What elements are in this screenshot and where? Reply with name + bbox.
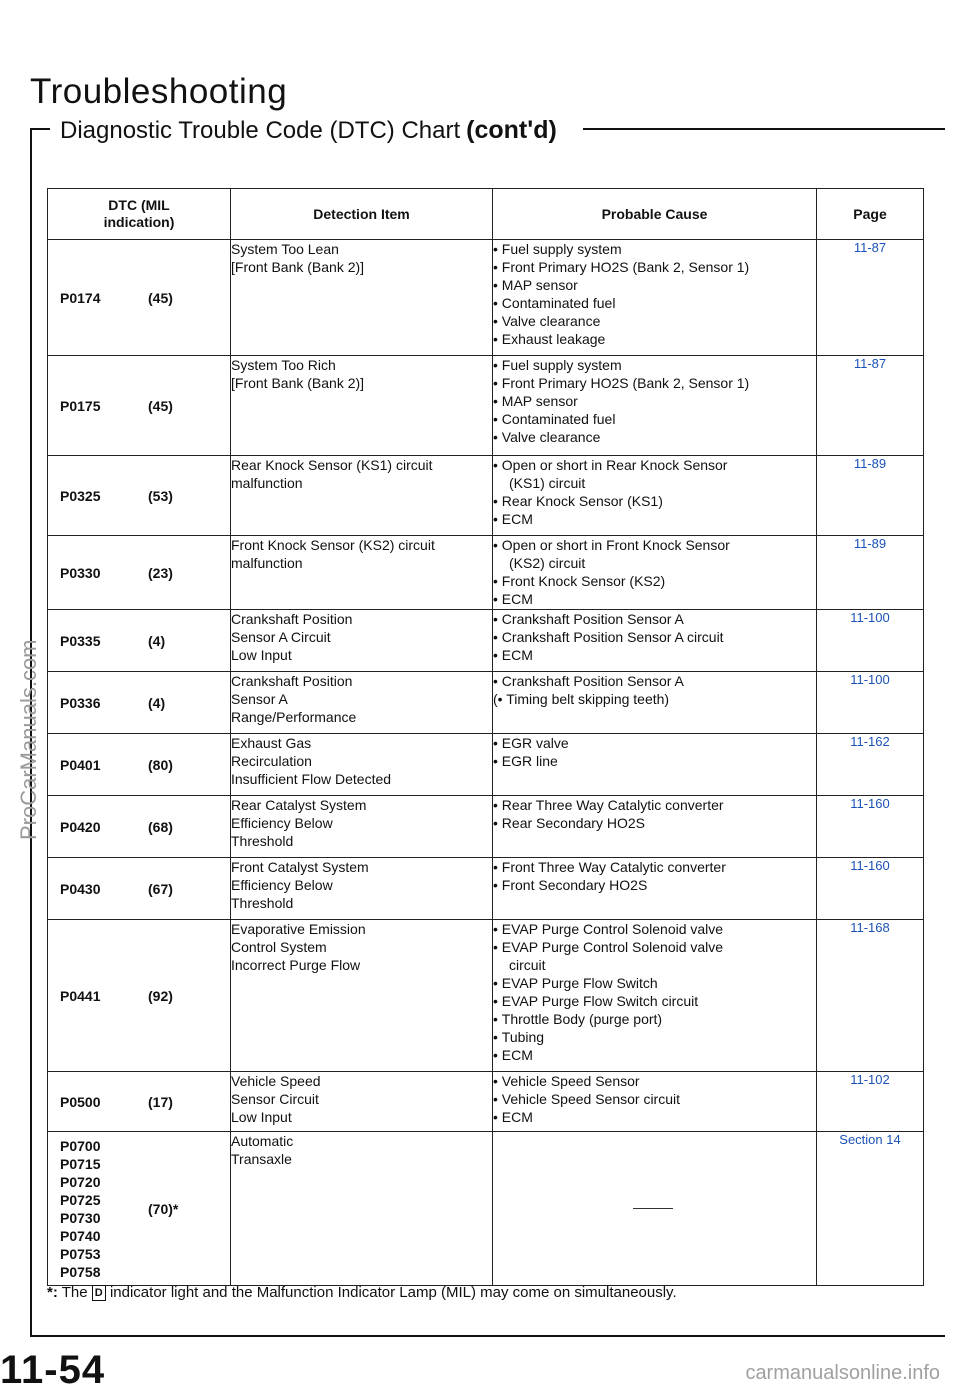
probable-cause-item: • Rear Knock Sensor (KS1) xyxy=(493,492,816,510)
table-row xyxy=(48,734,924,796)
watermark-bottom: carmanualsonline.info xyxy=(745,1362,940,1384)
chart-subtitle xyxy=(60,116,557,145)
detection-item-cell xyxy=(231,356,493,456)
table-row xyxy=(48,536,924,610)
table-header-row xyxy=(48,189,924,240)
detection-line: Low Input xyxy=(231,647,292,663)
detection-line: Efficiency Below xyxy=(231,815,333,831)
probable-cause-cell xyxy=(493,456,817,536)
detection-line: Evaporative Emission xyxy=(231,921,366,937)
detection-item-cell xyxy=(231,672,493,734)
detection-item-cell xyxy=(231,1132,493,1286)
detection-item-cell xyxy=(231,610,493,672)
probable-cause-item: • ECM xyxy=(493,1046,816,1064)
probable-cause-item: • EGR valve xyxy=(493,734,816,752)
dtc-cell xyxy=(48,536,231,610)
probable-cause-item: • Open or short in Front Knock Sensor xyxy=(493,536,816,554)
probable-cause-item: (KS1) circuit xyxy=(509,475,586,491)
probable-cause-item: (• Timing belt skipping teeth) xyxy=(493,691,670,707)
dtc-cell xyxy=(48,796,231,858)
footnote xyxy=(47,1284,677,1301)
probable-cause-cell xyxy=(493,796,817,858)
dtc-code: P0330 xyxy=(60,564,101,581)
col-header-detection: Detection Item xyxy=(231,189,493,240)
dtc-code: P0700 xyxy=(60,1137,101,1154)
probable-cause-item: • Valve clearance xyxy=(493,428,816,446)
dtc-header-label: DTC (MIL indication) xyxy=(103,197,175,230)
subtitle-text: Diagnostic Trouble Code (DTC) Chart xyxy=(60,117,461,144)
probable-cause-cell xyxy=(493,610,817,672)
page-reference-link[interactable]: 11-89 xyxy=(817,536,924,610)
dtc-code: P0441 xyxy=(60,987,101,1004)
dtc-cell xyxy=(48,356,231,456)
dtc-code: P0725 xyxy=(60,1191,101,1208)
probable-cause-item: • Front Primary HO2S (Bank 2, Sensor 1) xyxy=(493,258,816,276)
detection-line: Automatic xyxy=(231,1133,294,1149)
dtc-code: P0730 xyxy=(60,1209,101,1226)
probable-cause-cell xyxy=(493,1072,817,1132)
detection-line: Vehicle Speed xyxy=(231,1073,321,1089)
detection-line: Efficiency Below xyxy=(231,877,333,893)
detection-line: malfunction xyxy=(231,475,303,491)
detection-item-cell xyxy=(231,536,493,610)
col-header-cause: Probable Cause xyxy=(493,189,817,240)
probable-cause-cell xyxy=(493,672,817,734)
probable-cause-item: • ECM xyxy=(493,510,816,528)
page-reference-link[interactable]: 11-168 xyxy=(817,920,924,1072)
probable-cause-item: • Crankshaft Position Sensor A xyxy=(493,610,816,628)
table-row xyxy=(48,796,924,858)
detection-line: Threshold xyxy=(231,895,294,911)
probable-cause-item: circuit xyxy=(509,957,546,973)
table-row xyxy=(48,1132,924,1286)
dtc-code: P0420 xyxy=(60,818,101,835)
mil-indication: (45) xyxy=(148,289,173,306)
table-row xyxy=(48,1072,924,1132)
probable-cause-item: • ECM xyxy=(493,1108,816,1126)
probable-cause-item: • EVAP Purge Flow Switch circuit xyxy=(493,992,816,1010)
page-reference-link[interactable]: 11-87 xyxy=(817,356,924,456)
dtc-cell xyxy=(48,240,231,356)
frame-bottom-rule xyxy=(30,1335,945,1337)
dtc-cell xyxy=(48,1132,231,1286)
detection-item-cell xyxy=(231,456,493,536)
page-number: 11-54 xyxy=(0,1348,106,1392)
mil-indication: (23) xyxy=(148,564,173,581)
probable-cause-item: • Vehicle Speed Sensor circuit xyxy=(493,1090,816,1108)
mil-indication: (92) xyxy=(148,987,173,1004)
probable-cause-cell xyxy=(493,356,817,456)
probable-cause-item: • Fuel supply system xyxy=(493,240,816,258)
probable-cause-cell xyxy=(493,858,817,920)
table-row xyxy=(48,672,924,734)
table-row xyxy=(48,610,924,672)
probable-cause-cell xyxy=(493,240,817,356)
probable-cause-item: • Crankshaft Position Sensor A xyxy=(493,672,816,690)
probable-cause-item: • ECM xyxy=(493,590,816,608)
dtc-code: P0720 xyxy=(60,1173,101,1190)
detection-line: Crankshaft Position xyxy=(231,611,353,627)
detection-item-cell xyxy=(231,920,493,1072)
detection-line: Insufficient Flow Detected xyxy=(231,771,392,787)
col-header-dtc xyxy=(48,189,231,240)
table-row xyxy=(48,920,924,1072)
mil-indication: (70)* xyxy=(148,1200,179,1217)
dtc-code: P0430 xyxy=(60,880,101,897)
page-reference-link[interactable]: 11-160 xyxy=(817,858,924,920)
probable-cause-cell xyxy=(493,1132,817,1286)
detection-line: Sensor A xyxy=(231,691,288,707)
dtc-cell xyxy=(48,610,231,672)
detection-line: Exhaust Gas xyxy=(231,735,312,751)
subtitle-rule-left xyxy=(30,128,50,130)
detection-line: Sensor A Circuit xyxy=(231,629,331,645)
dtc-table xyxy=(47,188,924,1286)
dtc-code: P0758 xyxy=(60,1263,101,1280)
dtc-cell xyxy=(48,920,231,1072)
page-reference-link[interactable]: 11-160 xyxy=(817,796,924,858)
detection-item-cell xyxy=(231,1072,493,1132)
detection-item-cell xyxy=(231,734,493,796)
dtc-code-list xyxy=(60,1137,148,1281)
probable-cause-item: • ECM xyxy=(493,646,816,664)
d-indicator-icon: D xyxy=(92,1285,106,1301)
dtc-code: P0715 xyxy=(60,1155,101,1172)
detection-line: Incorrect Purge Flow xyxy=(231,957,361,973)
probable-cause-cell xyxy=(493,536,817,610)
probable-cause-item: • Contaminated fuel xyxy=(493,410,816,428)
dtc-table-body xyxy=(48,240,924,1286)
probable-cause-item: • EVAP Purge Control Solenoid valve xyxy=(493,920,816,938)
probable-cause-item: • MAP sensor xyxy=(493,276,816,294)
probable-cause-item: (KS2) circuit xyxy=(509,555,586,571)
dtc-code: P0335 xyxy=(60,632,101,649)
probable-cause-cell xyxy=(493,734,817,796)
dtc-cell xyxy=(48,672,231,734)
table-row xyxy=(48,456,924,536)
probable-cause-item: • Rear Secondary HO2S xyxy=(493,814,816,832)
mil-indication: (17) xyxy=(148,1093,173,1110)
detection-item-cell xyxy=(231,858,493,920)
col-header-page: Page xyxy=(817,189,924,240)
probable-cause-item: • Open or short in Rear Knock Sensor xyxy=(493,456,816,474)
dtc-cell xyxy=(48,858,231,920)
probable-cause-item: • Exhaust leakage xyxy=(493,330,816,348)
dtc-code: P0175 xyxy=(60,397,101,414)
probable-cause-item: • EVAP Purge Flow Switch xyxy=(493,974,816,992)
mil-indication: (67) xyxy=(148,880,173,897)
probable-cause-item: • Crankshaft Position Sensor A circuit xyxy=(493,628,816,646)
detection-line: Crankshaft Position xyxy=(231,673,353,689)
probable-cause-item: • Throttle Body (purge port) xyxy=(493,1010,816,1028)
detection-line: Recirculation xyxy=(231,753,312,769)
probable-cause-item: • Fuel supply system xyxy=(493,356,816,374)
page-reference-link[interactable]: 11-162 xyxy=(817,734,924,796)
dtc-cell xyxy=(48,456,231,536)
page-reference-link[interactable]: 11-102 xyxy=(817,1072,924,1132)
detection-line: [Front Bank (Bank 2)] xyxy=(231,259,365,275)
mil-indication: (53) xyxy=(148,487,173,504)
probable-cause-item: • Rear Three Way Catalytic converter xyxy=(493,796,816,814)
page-reference-link[interactable]: Section 14 xyxy=(817,1132,924,1286)
dtc-cell xyxy=(48,1072,231,1132)
contd-label: (cont'd) xyxy=(466,116,557,144)
page-reference-link[interactable]: 11-89 xyxy=(817,456,924,536)
page-title: Troubleshooting xyxy=(30,72,288,111)
dtc-code: P0336 xyxy=(60,694,101,711)
detection-line: Rear Catalyst System xyxy=(231,797,367,813)
detection-line: Control System xyxy=(231,939,327,955)
footnote-prefix: The xyxy=(61,1284,88,1301)
footnote-marker: *: xyxy=(47,1284,58,1301)
page-reference-link[interactable]: 11-100 xyxy=(817,672,924,734)
mil-indication: (4) xyxy=(148,694,166,711)
detection-line: Threshold xyxy=(231,833,294,849)
probable-cause-item: • Valve clearance xyxy=(493,312,816,330)
probable-cause-item: • MAP sensor xyxy=(493,392,816,410)
detection-item-cell xyxy=(231,796,493,858)
dtc-code: P0500 xyxy=(60,1093,101,1110)
detection-line: Rear Knock Sensor (KS1) circuit xyxy=(231,457,433,473)
probable-cause-item: • EGR line xyxy=(493,752,816,770)
detection-line: System Too Lean xyxy=(231,241,339,257)
detection-line: Front Catalyst System xyxy=(231,859,369,875)
detection-line: Low Input xyxy=(231,1109,292,1125)
probable-cause-item: • Tubing xyxy=(493,1028,816,1046)
probable-cause-item: • Front Knock Sensor (KS2) xyxy=(493,572,816,590)
dtc-code: P0174 xyxy=(60,289,101,306)
probable-cause-item: • Contaminated fuel xyxy=(493,294,816,312)
mil-indication: (4) xyxy=(148,632,166,649)
probable-cause-item: • Front Secondary HO2S xyxy=(493,876,816,894)
mil-indication: (45) xyxy=(148,397,173,414)
probable-cause-item: • Front Three Way Catalytic converter xyxy=(493,858,816,876)
detection-item-cell xyxy=(231,240,493,356)
dtc-code: P0401 xyxy=(60,756,101,773)
detection-line: Front Knock Sensor (KS2) circuit xyxy=(231,537,435,553)
detection-line: Transaxle xyxy=(231,1151,292,1167)
footnote-text: indicator light and the Malfunction Indicator Lamp (MIL) may come on simultaneously. xyxy=(109,1284,677,1301)
subtitle-row xyxy=(30,112,945,152)
dtc-cell xyxy=(48,734,231,796)
detection-line: Range/Performance xyxy=(231,709,357,725)
detection-line: System Too Rich xyxy=(231,357,336,373)
table-row xyxy=(48,858,924,920)
mil-indication: (80) xyxy=(148,756,173,773)
detection-line: [Front Bank (Bank 2)] xyxy=(231,375,365,391)
page-reference-link[interactable]: 11-87 xyxy=(817,240,924,356)
table-row xyxy=(48,240,924,356)
dtc-code: P0325 xyxy=(60,487,101,504)
probable-cause-item: • Vehicle Speed Sensor xyxy=(493,1072,816,1090)
watermark-vertical: ProCarManuals.com xyxy=(16,639,41,840)
subtitle-rule-right xyxy=(583,128,945,130)
probable-cause-item: • Front Primary HO2S (Bank 2, Sensor 1) xyxy=(493,374,816,392)
detection-line: Sensor Circuit xyxy=(231,1091,319,1107)
detection-line: malfunction xyxy=(231,555,303,571)
table-row xyxy=(48,356,924,456)
probable-cause-cell xyxy=(493,920,817,1072)
dtc-code: P0753 xyxy=(60,1245,101,1262)
page-reference-link[interactable]: 11-100 xyxy=(817,610,924,672)
probable-cause-item: • EVAP Purge Control Solenoid valve xyxy=(493,938,816,956)
dtc-code: P0740 xyxy=(60,1227,101,1244)
dash-placeholder xyxy=(633,1208,673,1209)
mil-indication: (68) xyxy=(148,818,173,835)
